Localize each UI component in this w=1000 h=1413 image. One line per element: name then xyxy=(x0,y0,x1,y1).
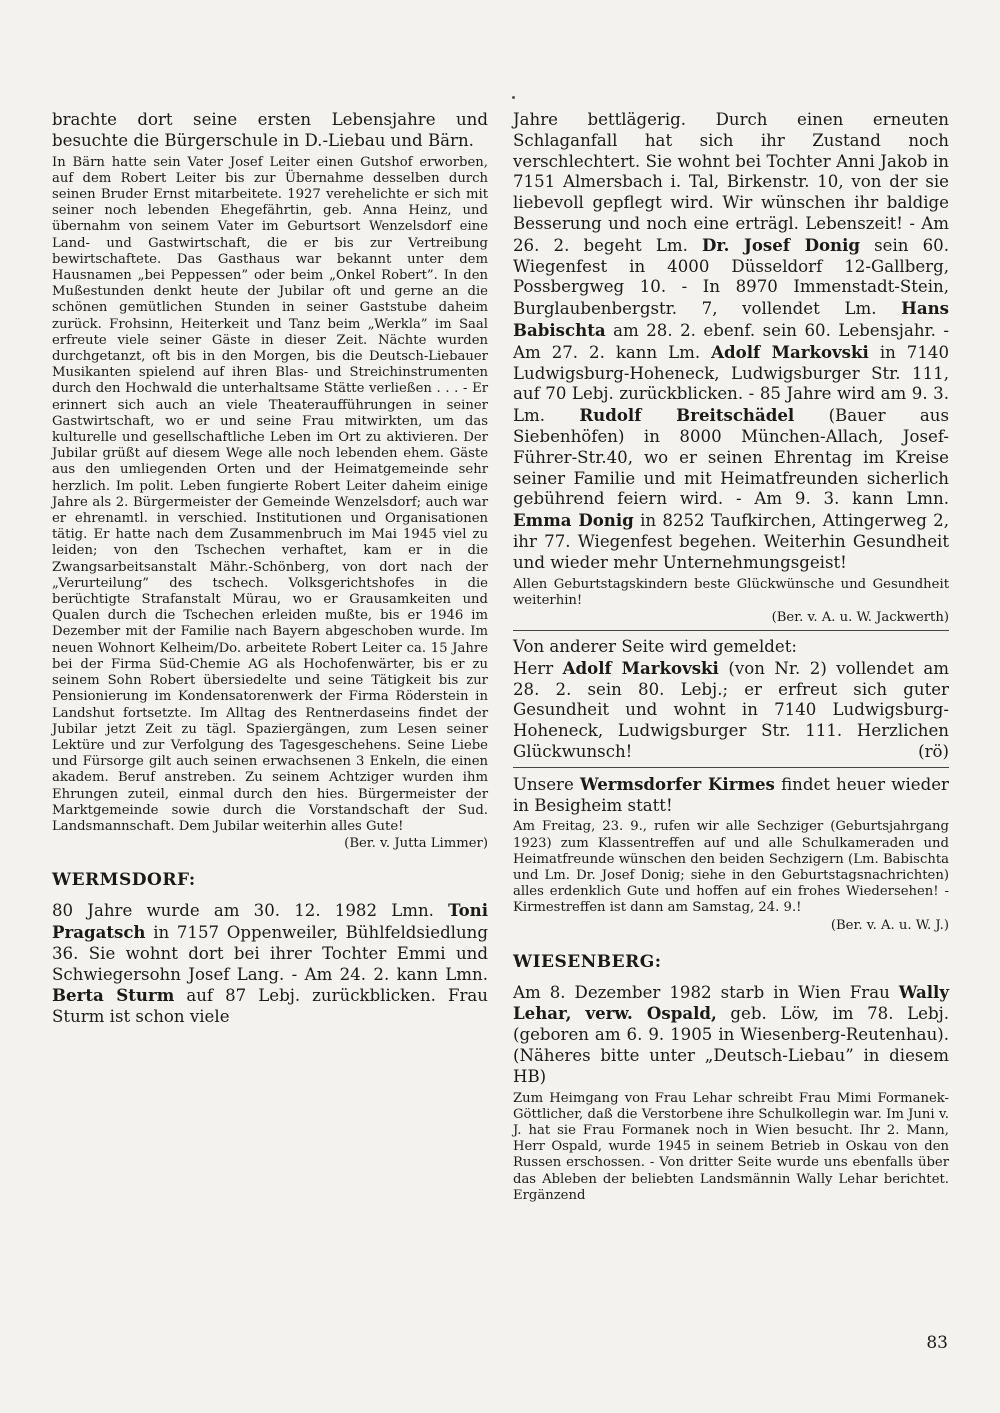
text-segment: (von Nr. 2) vollendet am 28. 2. sein 80. Lebj.; er erfreut sich guter Gesundheit und wohnt in 7140 Ludwigsburg-Hoheneck, Ludwigsburger Str. 111. Herzlichen Glückwunsch! xyxy=(513,658,949,761)
person-name: Berta Sturm xyxy=(52,985,175,1006)
text-segment: Am 8. Dezember 1982 starb in Wien Frau xyxy=(513,982,890,1002)
paragraph-birthday-list xyxy=(513,110,949,574)
text-segment: in 7157 Oppenweiler, Bühlfeldsiedlung 36. Sie wohnt dort bei ihrer Tochter Emmi und Schwiegersohn Josef Lang. - Am 24. 2. kann Lmn. xyxy=(52,922,488,984)
text-segment: in 8252 Taufkirchen, Attingerweg 2, ihr 77. Wiegenfest begehen. Weiterhin Gesundheit und wieder mehr Unternehmungsgeist! xyxy=(513,511,949,572)
text-segment: findet heuer wieder in Besigheim statt! xyxy=(513,774,949,815)
section-heading-wermsdorf: WERMSDORF: xyxy=(52,870,196,891)
paragraph-kirmes xyxy=(513,774,949,817)
paragraph-lehar-details: Zum Heimgang von Frau Lehar schreibt Frau Mimi Formanek-Göttlicher, daß die Verstorbene ihre Schulkollegin war. Im Juni v. J. hat sie Frau Formanek noch in Wien besucht. Ihr 2. Mann, Herr Ospald, wurde 1945 in seinem Betrieb in Oskau von den Russen erschossen. - Von dritter Seite wurde uns ebenfalls über das Ableben der beliebten Landsmännin Wally Lehar berichtet. Ergänzend xyxy=(513,1090,949,1203)
page-number: 83 xyxy=(926,1333,948,1353)
paragraph-other-report xyxy=(513,637,949,763)
person-name: Emma Donig xyxy=(513,510,634,531)
report-signature-aw-j: (Ber. v. A. u. W. J.) xyxy=(830,917,949,933)
text-segment: in 7140 Ludwigsburg-Hoheneck, Ludwigsburger Str. 111, auf 70 Lebj. zurückblicken. - 85 Jahre wird am 9. 3. Lm. xyxy=(513,342,950,426)
person-name: Toni Pragatsch xyxy=(52,900,489,942)
text-segment: auf 87 Lebj. zurückblicken. Frau Sturm ist schon viele xyxy=(52,986,488,1027)
paragraph-wermsdorf-birthdays xyxy=(52,900,488,1028)
text-segment: 80 Jahre wurde am 30. 12. 1982 Lmn. xyxy=(52,901,434,921)
text-segment: Herr xyxy=(513,658,554,678)
text-segment: (Bauer aus Siebenhöfen) in 8000 München-Allach, Josef-Führer-Str.40, wo er seinen Ehrentag im Kreise seiner Familie und mit Heimatfreunden sicherlich gebührend feiern wird. - Am 9. 3. kann Lmn. xyxy=(513,406,949,509)
left-column xyxy=(52,110,488,1028)
print-speck xyxy=(512,96,515,99)
event-name: Wermsdorfer Kirmes xyxy=(579,773,775,794)
right-column xyxy=(513,110,949,1204)
text-segment: Jahre bettlägerig. Durch einen erneuten Schlaganfall hat sich ihr Zustand noch verschlechtert. Sie wohnt bei Tochter Anni Jakob in 7151 Almersbach i. Tal, Birkenstr. 10, von der sie liebevoll gepflegt wird. Wir wünschen ihr baldige Besserung und noch eine erträgl. Lebenszeit! - Am 26. 2. begeht Lm. xyxy=(513,110,949,255)
person-name: Wally Lehar, verw. Ospald, xyxy=(513,981,949,1024)
text-segment: geb. Löw, im 78. Lebj. (geboren am 6. 9. 1905 in Wiesenberg-Reutenhau). (Näheres bitte unter „Deutsch-Liebau” in diesem HB) xyxy=(513,1004,949,1086)
report-signature-ro: (rö) xyxy=(918,741,949,761)
section-heading-wiesenberg: WIESENBERG: xyxy=(513,951,662,972)
person-name: Adolf Markovski xyxy=(711,341,869,362)
person-name: Rudolf Breitschädel xyxy=(579,405,795,426)
report-signature-limmer: (Ber. v. Jutta Limmer) xyxy=(344,836,488,852)
person-name: Hans Babischta xyxy=(513,298,949,340)
person-name: Adolf Markovski xyxy=(562,657,719,678)
text-segment: Von anderer Seite wird gemeldet: xyxy=(513,636,797,656)
person-name: Dr. Josef Donig xyxy=(701,234,861,255)
text-segment: am 28. 2. ebenf. sein 60. Lebensjahr. - Am 27. 2. kann Lm. xyxy=(513,320,949,362)
paragraph-leiter-biography: In Bärn hatte sein Vater Josef Leiter einen Gutshof erworben, auf dem Robert Leiter bis zur Übernahme desselben durch seinen Bruder Ernst mitarbeitete. 1927 verehelichte er sich mit seiner noch lebenden Ehegefährtin, geb. Anna Heinz, und übernahm von seinem Vater im Geburtsort Wenzelsdorf eine Land- und Gastwirtschaft, die er bis zur Vertreibung bewirtschaftete. Das Gasthaus war bekannt unter dem Hausnamen „bei Peppessen” oder beim „Onkel Robert”. In den Mußestunden denkt heute der Jubilar oft und gerne an die schönen gemütlichen Stunden in seiner Gaststube daheim zurück. Frohsinn, Heiterkeit und Tanz beim „Werkla” im Saal erfreute viele seiner Gäste in dieser Zeit. Nächte wurden durchgetanzt, oft bis in den Morgen, bis die Deutsch-Liebauer Musikanten spielend auf ihren Blas- und Streichinstrumenten durch den Hochwald die unterhaltsame Stätte verließen . . . - Er erinnert sich auch an viele Theateraufführungen in seiner Gastwirtschaft, wo er und seine Frau mitwirkten, um das kulturelle und gesellschaftliche Leben im Ort zu aktivieren. Der Jubilar grüßt auf diesem Wege alle noch lebenden ehem. Gäste aus den umliegenden Orten und der Heimatgemeinde sehr herzlich. Im polit. Leben fungierte Robert Leiter daheim einige Jahre als 2. Bürgermeister der Gemeinde Wenzelsdorf; auch war er ehrenamtl. in verschied. Institutionen und Organisationen tätig. Er hatte nach dem Zusammenbruch im Mai 1945 viel zu leiden; von den Tschechen verhaftet, kam er in die Zwangsarbeitsanstalt Mähr.-Schönberg, von dort nach der „Verurteilung” des tschech. Volksgerichtshofes in die berüchtigte Strafanstalt Mürau, wo er Grausamkeiten und Qualen durch die Tschechen erleiden mußte, bis er 1946 im Dezember mit der Familie nach Bayern abgeschoben wurde. Im neuen Wohnort Kelheim/Do. arbeitete Robert Leiter ca. 15 Jahre bei der Firma Süd-Chemie AG als Hochofenwärter, bis er zu seinem Sohn Robert übersiedelte und seine Tätigkeit bis zur Pensionierung im Kondensatorenwerk der Firma Röderstein in Landshut fortsetzte. Im Alltag des Rentnerdaseins findet der Jubilar jetzt Zeit zu tägl. Spaziergängen, zum Lesen seiner Lektüre und zur Verfolgung des Tagesgeschehens. Seine Liebe und Fürsorge gilt auch seinen erwachsenen 3 Enkeln, die einen akadem. Beruf anstreben. Zu seinem Achtziger wurden ihm Ehrungen zuteil, einmal durch den hies. Bürgermeister der Marktgemeinde sowie durch die Vorstandschaft der Sud. Landsmannschaft. Dem Jubilar weiterhin alles Gute! xyxy=(52,154,488,834)
divider xyxy=(513,630,949,631)
paragraph-wiesenberg-obituary xyxy=(513,982,949,1088)
report-signature-jackwerth: (Ber. v. A. u. W. Jackwerth) xyxy=(771,609,949,625)
paragraph-kirmes-details: Am Freitag, 23. 9., rufen wir alle Sechziger (Geburtsjahrgang 1923) zum Klassentreffen auf und alle Schulkameraden und Heimatfreunde wünschen den beiden Sechzigern (Lm. Babischta und Lm. Dr. Josef Donig; siehe in den Geburtstagsnachrichten) alles erdenklich Gute und hoffen auf ein frohes Wiedersehen! - Kirmestreffen ist dann am Samstag, 24. 9.! xyxy=(513,819,949,916)
divider xyxy=(513,767,949,768)
text-segment: Unsere xyxy=(513,774,574,794)
text-segment: sein 60. Wiegenfest in 4000 Düsseldorf 12-Gallberg, Possbergweg 10. - In 8970 Immenstadt-Stein, Burglaubenbergstr. 7, vollendet Lm. xyxy=(513,235,949,319)
paragraph-leiter-intro: brachte dort seine ersten Lebensjahre und besuchte die Bürgerschule in D.-Liebau und Bärn. xyxy=(52,110,488,150)
paragraph-congratulations: Allen Geburtstagskindern beste Glückwünsche und Gesundheit weiterhin! xyxy=(513,576,949,608)
